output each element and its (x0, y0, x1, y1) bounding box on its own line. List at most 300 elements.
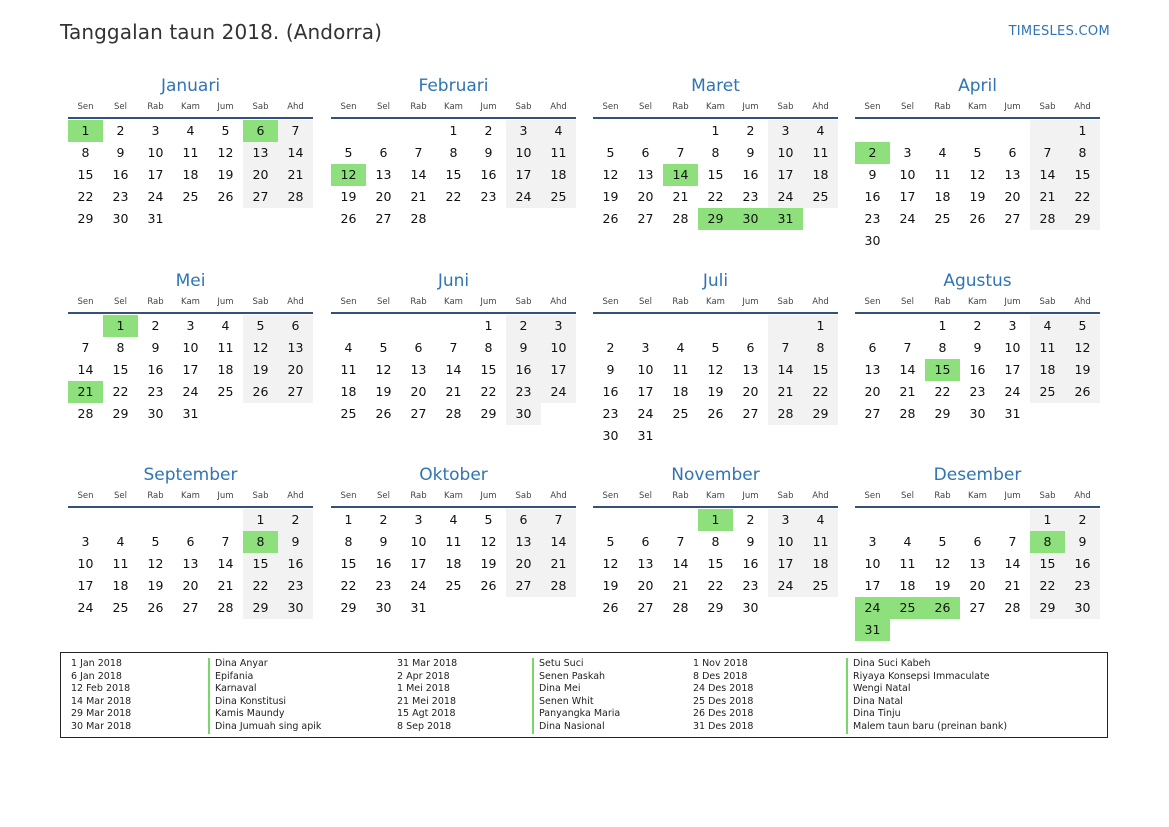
week-row (855, 597, 1100, 619)
day-cell: 21 (768, 381, 803, 403)
day-cell: 16 (864, 189, 881, 204)
empty-day-cell (593, 315, 628, 337)
day-cell: 27 (278, 381, 313, 403)
week-row (855, 531, 1100, 553)
week-row (68, 575, 313, 597)
day-cell: 18 (340, 384, 357, 399)
day-cell: 12 (480, 534, 497, 549)
legend-holiday-date: 15 Agt 2018 (397, 708, 456, 720)
day-cell: 22 (480, 384, 497, 399)
empty-day-cell (541, 403, 576, 425)
weekday-label: Ahd (812, 491, 829, 501)
day-cell: 13 (410, 362, 427, 377)
day-cell: 2 (606, 340, 615, 355)
day-cell: 19 (602, 189, 619, 204)
day-cell: 31 (147, 211, 164, 226)
day-cell: 31 (855, 619, 890, 641)
month-name: Oktober (419, 465, 488, 485)
week-row (68, 359, 313, 381)
weekday-label: Sen (864, 297, 881, 307)
day-cell: 24 (410, 578, 427, 593)
empty-day-cell (628, 120, 663, 142)
day-cell: 23 (864, 211, 881, 226)
day-cell: 7 (676, 534, 685, 549)
weekday-header (855, 486, 1100, 508)
day-cell: 4 (344, 340, 353, 355)
weekday-header (331, 292, 576, 314)
month-name: Juni (437, 271, 470, 291)
day-cell: 26 (1065, 381, 1100, 403)
day-cell: 7 (278, 120, 313, 142)
legend-holiday-name: Dina Natal (846, 696, 1007, 709)
weekday-label: Sel (901, 102, 914, 112)
day-cell: 16 (147, 362, 164, 377)
day-cell: 28 (217, 600, 234, 615)
day-cell: 12 (147, 556, 164, 571)
empty-day-cell (471, 597, 506, 619)
day-cell: 8 (1030, 531, 1065, 553)
day-cell: 9 (278, 531, 313, 553)
weekday-label: Rab (934, 102, 951, 112)
weekday-label: Kam (181, 297, 200, 307)
day-cell: 25 (803, 575, 838, 597)
day-cell: 15 (1030, 553, 1065, 575)
week-row (855, 403, 1100, 425)
empty-day-cell (855, 315, 890, 337)
day-cell: 26 (340, 211, 357, 226)
day-cell: 18 (934, 189, 951, 204)
day-cell: 13 (742, 362, 759, 377)
empty-day-cell (960, 230, 995, 252)
day-cell: 2 (379, 512, 388, 527)
week-row (593, 425, 838, 447)
day-cell: 10 (541, 337, 576, 359)
day-cell: 28 (77, 406, 94, 421)
week-row (593, 553, 838, 575)
legend-holiday-date: 30 Mar 2018 (71, 720, 132, 732)
day-cell: 24 (506, 186, 541, 208)
day-cell: 28 (541, 575, 576, 597)
week-row (68, 381, 313, 403)
day-cell: 22 (445, 189, 462, 204)
weekday-label: Sab (1039, 102, 1056, 112)
empty-day-cell (208, 208, 243, 230)
week-row (331, 142, 576, 164)
day-cell: 3 (868, 534, 877, 549)
day-cell: 19 (217, 167, 234, 182)
day-cell: 2 (746, 512, 755, 527)
day-cell: 14 (663, 164, 698, 186)
day-cell: 2 (973, 318, 982, 333)
day-cell: 3 (186, 318, 195, 333)
day-cell: 21 (1030, 186, 1065, 208)
weekday-header (331, 486, 576, 508)
day-cell: 25 (340, 406, 357, 421)
legend-dates-col-2 (397, 658, 457, 734)
weekday-label: Sab (777, 491, 794, 501)
weekday-label: Jum (1004, 102, 1021, 112)
day-cell: 10 (147, 145, 164, 160)
day-cell: 8 (484, 340, 493, 355)
weekday-label: Sel (639, 491, 652, 501)
day-cell: 29 (698, 208, 733, 230)
day-cell: 8 (711, 145, 720, 160)
day-cell: 22 (934, 384, 951, 399)
day-cell: 18 (672, 384, 689, 399)
day-cell: 29 (480, 406, 497, 421)
weekday-label: Jum (742, 102, 759, 112)
empty-day-cell (103, 509, 138, 531)
day-cell: 4 (116, 534, 125, 549)
day-cell: 15 (340, 556, 357, 571)
empty-day-cell (855, 509, 890, 531)
weekday-header (593, 292, 838, 314)
day-cell: 22 (112, 384, 129, 399)
page-title: Tanggalan taun 2018. (Andorra) (60, 20, 382, 44)
legend-holiday-date: 12 Feb 2018 (71, 683, 131, 695)
day-cell: 13 (969, 556, 986, 571)
day-cell: 27 (637, 211, 654, 226)
week-row (331, 164, 576, 186)
empty-day-cell (890, 120, 925, 142)
weekday-label: Sel (901, 491, 914, 501)
day-cell: 2 (116, 123, 125, 138)
day-cell: 4 (938, 145, 947, 160)
day-cell: 6 (746, 340, 755, 355)
week-row (68, 597, 313, 619)
empty-day-cell (401, 120, 436, 142)
day-cell: 13 (278, 337, 313, 359)
weekday-header (68, 292, 313, 314)
legend-holiday-date: 8 Des 2018 (693, 670, 748, 682)
weekday-label: Sel (114, 297, 127, 307)
day-cell: 4 (803, 120, 838, 142)
day-cell: 13 (243, 142, 278, 164)
weekday-label: Sab (777, 102, 794, 112)
week-row (855, 230, 1100, 252)
empty-day-cell (331, 120, 366, 142)
day-cell: 15 (112, 362, 129, 377)
day-cell: 19 (707, 384, 724, 399)
day-cell: 19 (1065, 359, 1100, 381)
empty-day-cell (663, 120, 698, 142)
day-cell: 25 (182, 189, 199, 204)
day-cell: 19 (934, 578, 951, 593)
day-cell: 21 (1004, 578, 1021, 593)
weekday-label: Sen (77, 297, 94, 307)
empty-day-cell (803, 208, 838, 230)
day-cell: 14 (77, 362, 94, 377)
week-row (593, 186, 838, 208)
day-cell: 20 (1004, 189, 1021, 204)
week-row (855, 142, 1100, 164)
week-row (855, 509, 1100, 531)
weekday-label: Sab (1039, 491, 1056, 501)
day-cell: 26 (925, 597, 960, 619)
empty-day-cell (366, 120, 401, 142)
day-cell: 31 (182, 406, 199, 421)
legend-holiday-date: 24 Des 2018 (693, 683, 754, 695)
day-cell: 7 (414, 145, 423, 160)
day-cell: 1 (1030, 509, 1065, 531)
empty-day-cell (278, 403, 313, 425)
day-cell: 4 (541, 120, 576, 142)
week-row (331, 531, 576, 553)
day-cell: 13 (864, 362, 881, 377)
day-cell: 21 (672, 189, 689, 204)
weekday-label: Ahd (287, 491, 304, 501)
empty-day-cell (593, 509, 628, 531)
weekday-label: Rab (934, 491, 951, 501)
day-cell: 13 (375, 167, 392, 182)
day-cell: 29 (1065, 208, 1100, 230)
day-cell: 4 (449, 512, 458, 527)
day-cell: 28 (672, 211, 689, 226)
legend-holiday-date: 8 Sep 2018 (397, 720, 452, 732)
day-cell: 17 (899, 189, 916, 204)
day-cell: 29 (934, 406, 951, 421)
day-cell: 3 (903, 145, 912, 160)
empty-day-cell (768, 597, 803, 619)
weekday-label: Rab (410, 102, 427, 112)
day-cell: 12 (602, 556, 619, 571)
day-cell: 14 (1004, 556, 1021, 571)
day-cell: 16 (112, 167, 129, 182)
day-cell: 3 (768, 509, 803, 531)
day-cell: 27 (1004, 211, 1021, 226)
day-cell: 22 (1030, 575, 1065, 597)
day-cell: 8 (344, 534, 353, 549)
day-cell: 12 (1065, 337, 1100, 359)
empty-day-cell (698, 315, 733, 337)
day-cell: 17 (147, 167, 164, 182)
weekday-label: Kam (181, 491, 200, 501)
week-row (593, 359, 838, 381)
day-cell: 3 (81, 534, 90, 549)
day-cell: 5 (711, 340, 720, 355)
day-cell: 24 (182, 384, 199, 399)
empty-day-cell (541, 597, 576, 619)
weekday-label: Ahd (287, 102, 304, 112)
day-cell: 26 (602, 600, 619, 615)
year-calendar (68, 75, 1102, 650)
empty-day-cell (68, 509, 103, 531)
week-row (593, 337, 838, 359)
empty-day-cell (960, 509, 995, 531)
week-row (855, 186, 1100, 208)
day-cell: 10 (768, 142, 803, 164)
day-cell: 9 (973, 340, 982, 355)
month-desember (855, 464, 1100, 641)
day-cell: 2 (484, 123, 493, 138)
weekday-label: Ahd (550, 491, 567, 501)
week-row (331, 509, 576, 531)
day-cell: 9 (506, 337, 541, 359)
weekday-label: Ahd (287, 297, 304, 307)
day-cell: 23 (112, 189, 129, 204)
day-cell: 26 (375, 406, 392, 421)
day-cell: 16 (602, 384, 619, 399)
day-cell: 15 (77, 167, 94, 182)
weekday-label: Sen (864, 491, 881, 501)
legend-holiday-date: 2 Apr 2018 (397, 670, 450, 682)
weekday-label: Rab (934, 297, 951, 307)
empty-day-cell (506, 208, 541, 230)
weekday-header (68, 97, 313, 119)
week-row (593, 403, 838, 425)
legend-holiday-name: Dina Jumuah sing apik (208, 721, 321, 734)
weekday-label: Rab (410, 297, 427, 307)
empty-day-cell (436, 597, 471, 619)
weekday-label: Sab (252, 297, 269, 307)
day-cell: 9 (484, 145, 493, 160)
brand-link[interactable]: TIMESLES.COM (1008, 24, 1110, 39)
month-maret (593, 75, 838, 230)
day-cell: 1 (938, 318, 947, 333)
month-februari (331, 75, 576, 230)
day-cell: 11 (899, 556, 916, 571)
empty-day-cell (436, 208, 471, 230)
day-cell: 14 (410, 167, 427, 182)
day-cell: 29 (803, 403, 838, 425)
empty-day-cell (593, 120, 628, 142)
weekday-header (593, 486, 838, 508)
day-cell: 9 (868, 167, 877, 182)
day-cell: 6 (186, 534, 195, 549)
weekday-label: Jum (1004, 491, 1021, 501)
weekday-label: Sel (377, 297, 390, 307)
week-row (855, 553, 1100, 575)
day-cell: 23 (742, 189, 759, 204)
day-cell: 20 (278, 359, 313, 381)
empty-day-cell (1030, 619, 1065, 641)
day-cell: 27 (375, 211, 392, 226)
month-oktober (331, 464, 576, 619)
day-cell: 18 (217, 362, 234, 377)
day-cell: 4 (186, 123, 195, 138)
legend-holiday-date: 31 Des 2018 (693, 720, 754, 732)
day-cell: 11 (1030, 337, 1065, 359)
legend-names-col-3 (846, 658, 1007, 734)
day-cell: 4 (676, 340, 685, 355)
month-mei (68, 270, 313, 425)
day-cell: 22 (77, 189, 94, 204)
day-cell: 1 (344, 512, 353, 527)
week-row (331, 315, 576, 337)
weekday-label: Sel (639, 102, 652, 112)
day-cell: 8 (116, 340, 125, 355)
empty-day-cell (173, 509, 208, 531)
day-cell: 27 (243, 186, 278, 208)
day-cell: 1 (1065, 120, 1100, 142)
day-cell: 5 (1065, 315, 1100, 337)
empty-day-cell (243, 208, 278, 230)
day-cell: 18 (803, 164, 838, 186)
day-cell: 27 (182, 600, 199, 615)
day-cell: 8 (711, 534, 720, 549)
day-cell: 30 (1065, 597, 1100, 619)
week-row (593, 509, 838, 531)
day-cell: 11 (217, 340, 234, 355)
day-cell: 10 (864, 556, 881, 571)
weekday-label: Rab (147, 491, 164, 501)
empty-day-cell (890, 230, 925, 252)
day-cell: 15 (1065, 164, 1100, 186)
empty-day-cell (1065, 403, 1100, 425)
day-cell: 23 (969, 384, 986, 399)
day-cell: 6 (379, 145, 388, 160)
month-name: Februari (418, 76, 489, 96)
day-cell: 1 (68, 120, 103, 142)
day-cell: 15 (707, 167, 724, 182)
day-cell: 29 (340, 600, 357, 615)
month-juni (331, 270, 576, 425)
day-cell: 25 (217, 384, 234, 399)
empty-day-cell (925, 509, 960, 531)
weekday-label: Jum (217, 491, 234, 501)
empty-day-cell (995, 230, 1030, 252)
day-cell: 17 (410, 556, 427, 571)
week-row (68, 208, 313, 230)
day-cell: 31 (637, 428, 654, 443)
day-cell: 14 (541, 531, 576, 553)
day-cell: 26 (969, 211, 986, 226)
day-cell: 8 (81, 145, 90, 160)
day-cell: 27 (506, 575, 541, 597)
weekday-header (68, 486, 313, 508)
day-cell: 14 (768, 359, 803, 381)
day-cell: 2 (151, 318, 160, 333)
day-cell: 14 (445, 362, 462, 377)
legend-holiday-date: 1 Jan 2018 (71, 658, 122, 669)
day-cell: 8 (1065, 142, 1100, 164)
day-cell: 29 (243, 597, 278, 619)
weekday-label: Sel (639, 297, 652, 307)
empty-day-cell (960, 120, 995, 142)
day-cell: 24 (768, 186, 803, 208)
day-cell: 12 (331, 164, 366, 186)
day-cell: 5 (938, 534, 947, 549)
empty-day-cell (243, 403, 278, 425)
empty-day-cell (1030, 120, 1065, 142)
weekday-label: Ahd (550, 102, 567, 112)
day-cell: 20 (182, 578, 199, 593)
weekday-label: Sel (377, 102, 390, 112)
day-cell: 25 (803, 186, 838, 208)
weekday-header (855, 97, 1100, 119)
day-cell: 30 (602, 428, 619, 443)
empty-day-cell (138, 509, 173, 531)
weekday-label: Sen (602, 491, 619, 501)
legend-dates-col-1 (71, 658, 131, 734)
empty-day-cell (663, 425, 698, 447)
day-cell: 16 (480, 167, 497, 182)
day-cell: 7 (1008, 534, 1017, 549)
day-cell: 3 (541, 315, 576, 337)
day-cell: 4 (903, 534, 912, 549)
day-cell: 12 (602, 167, 619, 182)
day-cell: 18 (899, 578, 916, 593)
week-row (331, 553, 576, 575)
day-cell: 30 (733, 208, 768, 230)
day-cell: 5 (379, 340, 388, 355)
day-cell: 28 (445, 406, 462, 421)
legend-dates-col-3 (693, 658, 753, 734)
month-name: Maret (691, 76, 740, 96)
day-cell: 10 (182, 340, 199, 355)
day-cell: 28 (899, 406, 916, 421)
day-cell: 5 (151, 534, 160, 549)
